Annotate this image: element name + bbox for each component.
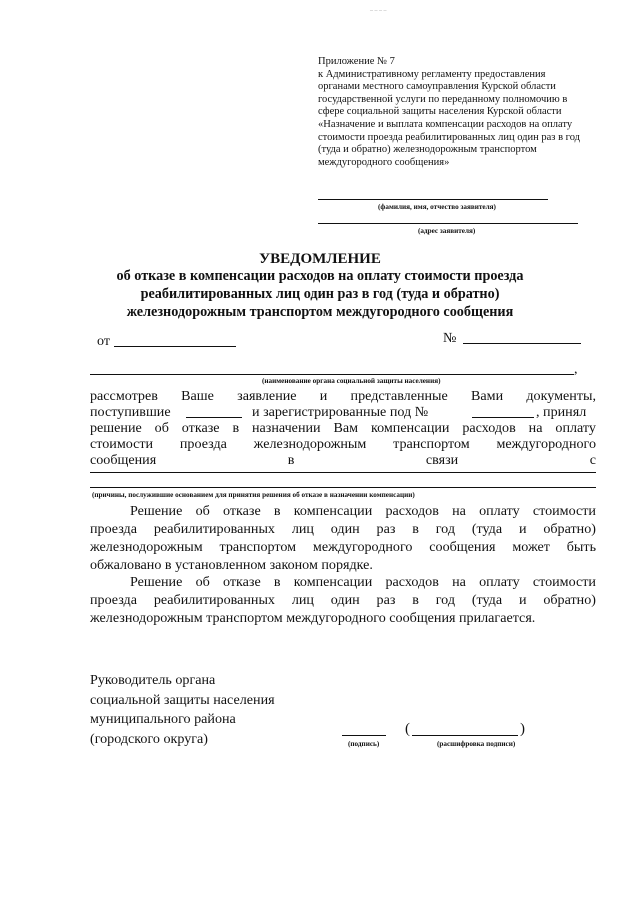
open-paren: ( <box>405 721 410 737</box>
org-name-caption: (наименование органа социальной защиты населения) <box>262 377 441 385</box>
signature-caption: (подпись) <box>348 740 380 748</box>
date-field-line[interactable] <box>114 346 236 347</box>
paragraph2-line4: обжаловано в установленном законом порядке. <box>90 557 373 573</box>
reasons-line-1[interactable] <box>90 472 596 473</box>
signature-position-line: социальной защиты населения <box>90 691 275 708</box>
subtitle-line: железнодорожным транспортом междугородного сообщения <box>126 304 514 320</box>
paragraph1-line1: рассмотрев Ваше заявление и представленные Вами документы, <box>90 388 596 404</box>
paragraph2-line1: Решение об отказе в компенсации расходов на оплату стоимости <box>130 503 596 519</box>
subtitle-line: об отказе в компенсации расходов на оплату стоимости проезда <box>116 268 524 284</box>
applicant-name-line[interactable] <box>318 199 548 200</box>
signature-position-line: Руководитель органа <box>90 672 216 688</box>
document-subtitle <box>60 267 580 321</box>
signature-position-line: (городского округа) <box>90 730 208 747</box>
annex-line: к Административному регламенту предоставления <box>318 68 546 80</box>
subtitle-line: реабилитированных лиц один раз в год (туда и обратно) <box>140 286 500 302</box>
registration-number-line[interactable] <box>472 417 534 418</box>
reasons-caption: (причины, послужившие основанием для принятия решения об отказе в назначении компенсации) <box>92 491 415 499</box>
annex-line: государственной услуги по переданному полномочию в <box>318 93 568 105</box>
annex-line: «Назначение и выплата компенсации расходов на оплату <box>318 118 573 130</box>
paragraph3-line2: проезда реабилитированных лиц один раз в год (туда и обратно) <box>90 592 596 608</box>
paragraph3-line1: Решение об отказе в компенсации расходов на оплату стоимости <box>130 574 596 590</box>
paragraph1-line2-b: и зарегистрированные под № <box>252 404 429 420</box>
annex-title: Приложение № 7 <box>318 56 395 67</box>
annex-line: органами местного самоуправления Курской области <box>318 81 556 93</box>
applicant-address-line[interactable] <box>318 223 578 224</box>
top-scan-mark: – – – – <box>370 8 387 14</box>
signature-decode-line[interactable] <box>412 735 518 736</box>
number-label: № <box>443 330 457 346</box>
paragraph1-line3: решение об отказе в назначении Вам компенсации расходов на оплату <box>90 420 596 436</box>
annex-line: сфере социальной защиты населения Курской области <box>318 106 562 118</box>
number-field-line[interactable] <box>463 343 581 344</box>
paragraph1-line4: стоимости проезда железнодорожным транспортом междугородного <box>90 436 597 452</box>
applicant-address-caption: (адрес заявителя) <box>418 227 476 235</box>
annex-line: (туда и обратно) железнодорожным транспортом <box>318 144 537 156</box>
annex-line: стоимости проезда реабилитированных лиц один раз в год <box>318 131 580 143</box>
trailing-comma: , <box>574 361 578 377</box>
signature-line[interactable] <box>342 735 386 736</box>
paragraph1-line5: сообщения в связи с <box>90 452 596 468</box>
annex-header <box>318 56 610 169</box>
paragraph1-line2-c: , принял <box>536 404 587 420</box>
annex-line: междугородного сообщения» <box>318 156 450 168</box>
close-paren: ) <box>520 721 525 737</box>
signature-position-line: муниципального района <box>90 711 236 727</box>
applicant-name-caption: (фамилия, имя, отчество заявителя) <box>378 203 496 211</box>
from-label: от <box>97 333 111 349</box>
org-name-line[interactable] <box>90 374 574 375</box>
received-date-line[interactable] <box>186 417 242 418</box>
reasons-line-2[interactable] <box>90 487 596 488</box>
paragraph2-line3: железнодорожным транспортом междугородного сообщения может быть <box>90 539 596 555</box>
paragraph1-line2-a: поступившие <box>90 404 171 420</box>
signature-decode-caption: (расшифровка подписи) <box>437 740 516 748</box>
signature-position <box>90 671 275 749</box>
paragraph3-line3: железнодорожным транспортом междугородного сообщения прилагается. <box>90 610 536 626</box>
paragraph2-line2: проезда реабилитированных лиц один раз в год (туда и обратно) <box>90 521 596 537</box>
document-title: УВЕДОМЛЕНИЕ <box>259 251 381 267</box>
